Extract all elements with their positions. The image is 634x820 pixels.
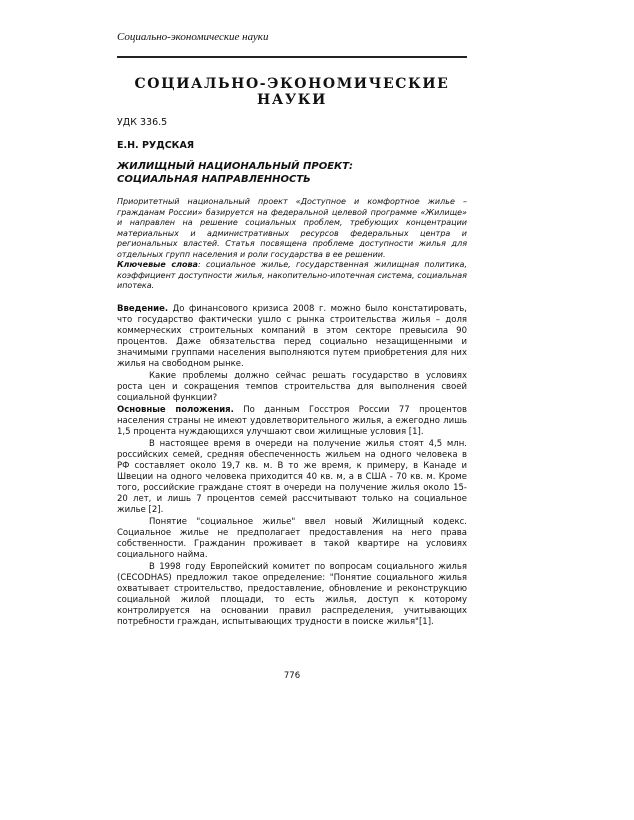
page-number: 776 (283, 671, 301, 681)
article-body (117, 304, 467, 629)
article-title (117, 160, 467, 186)
running-head: Социально-экономические науки (117, 31, 269, 43)
paragraph-introduction (117, 304, 467, 370)
main-points-text: По данным Госстроя России 77 процентов населения страны не имеют удовлетворительного жилья, а ежегодно лишь 1,5 процента нуждающихся улучшают свои жилищные условия [1]. (117, 405, 467, 437)
paragraph-cecodhas: В 1998 году Европейский комитет по вопросам социального жилья (CECODHAS) предложил такое определение: "Понятие социального жилья охватывает строительство, предоставление, обновление и реконструкцию социальной жилой площади, то есть жилья, доступ к которому контролируется на основании правил распределения, учитывающих потребности граждан, испытывающих трудности в поиске жилья"[1]. (117, 562, 467, 627)
header-rule (117, 56, 467, 58)
author: Е.Н. РУДСКАЯ (117, 140, 195, 151)
article-title-line: СОЦИАЛЬНАЯ НАПРАВЛЕННОСТЬ (117, 174, 311, 185)
introduction-label: Введение. (117, 304, 169, 314)
paragraph-main-points (117, 405, 467, 438)
keywords-label: Ключевые слова (117, 260, 198, 269)
udk-code: УДК 336.5 (117, 117, 168, 128)
paragraph-housing-code: Понятие "социальное жилье" ввел новый Жилищный кодекс. Социальное жилье не предполагает предоставления на него права собственности. Гражданин проживает в такой квартире на условиях социального найма. (117, 517, 467, 560)
section-title: СОЦИАЛЬНО-ЭКОНОМИЧЕСКИЕ НАУКИ (134, 76, 450, 108)
paragraph-queue: В настоящее время в очереди на получение жилья стоят 4,5 млн. российских семей, средняя обеспеченность жильем на одного человека в РФ составляет около 19,7 кв. м. В то же время, к примеру, в Канаде и Швеции на одного человека приходится 40 кв. м, а в США - 70 кв. м. Кроме того, российские граждане стоят в очереди на получение жилья около 15-20 лет, и лишь 7 процентов семей рассчитывают только на социальное жилье [2]. (117, 439, 467, 515)
main-points-label: Основные положения. (117, 405, 234, 415)
keywords-text: : социальное жилье, государственная жилищная политика, коэффициент доступности жилья, накопительно-ипотечная система, социальная ипотека. (117, 260, 467, 290)
keywords (117, 260, 467, 292)
abstract: Приоритетный национальный проект «Доступное и комфортное жилье – гражданам России» базируется на федеральной целевой программе «Жилище» и направлен на решение социальных проблем, требующих концентрации материальных и административных ресурсов федеральных центра и региональных властей. Статья посвящена проблеме доступности жилья для отдельных групп населения и роли государства в ее решении. (117, 197, 467, 259)
article-title-line: ЖИЛИЩНЫЙ НАЦИОНАЛЬНЫЙ ПРОЕКТ: (117, 161, 354, 172)
introduction-text: До финансового кризиса 2008 г. можно было констатировать, что государство фактически ушло с рынка строительства жилья – доля коммерческих строительных компаний в этом секторе превысила 90 процентов. Даже обязательства перед социально незащищенными и значимыми группами населения выполняются путем приобретения для них жилья на свободном рынке. (117, 304, 467, 369)
paragraph-question: Какие проблемы должно сейчас решать государство в условиях роста цен и сокращения темпов строительства для выполнения своей социальной функции? (117, 371, 467, 403)
